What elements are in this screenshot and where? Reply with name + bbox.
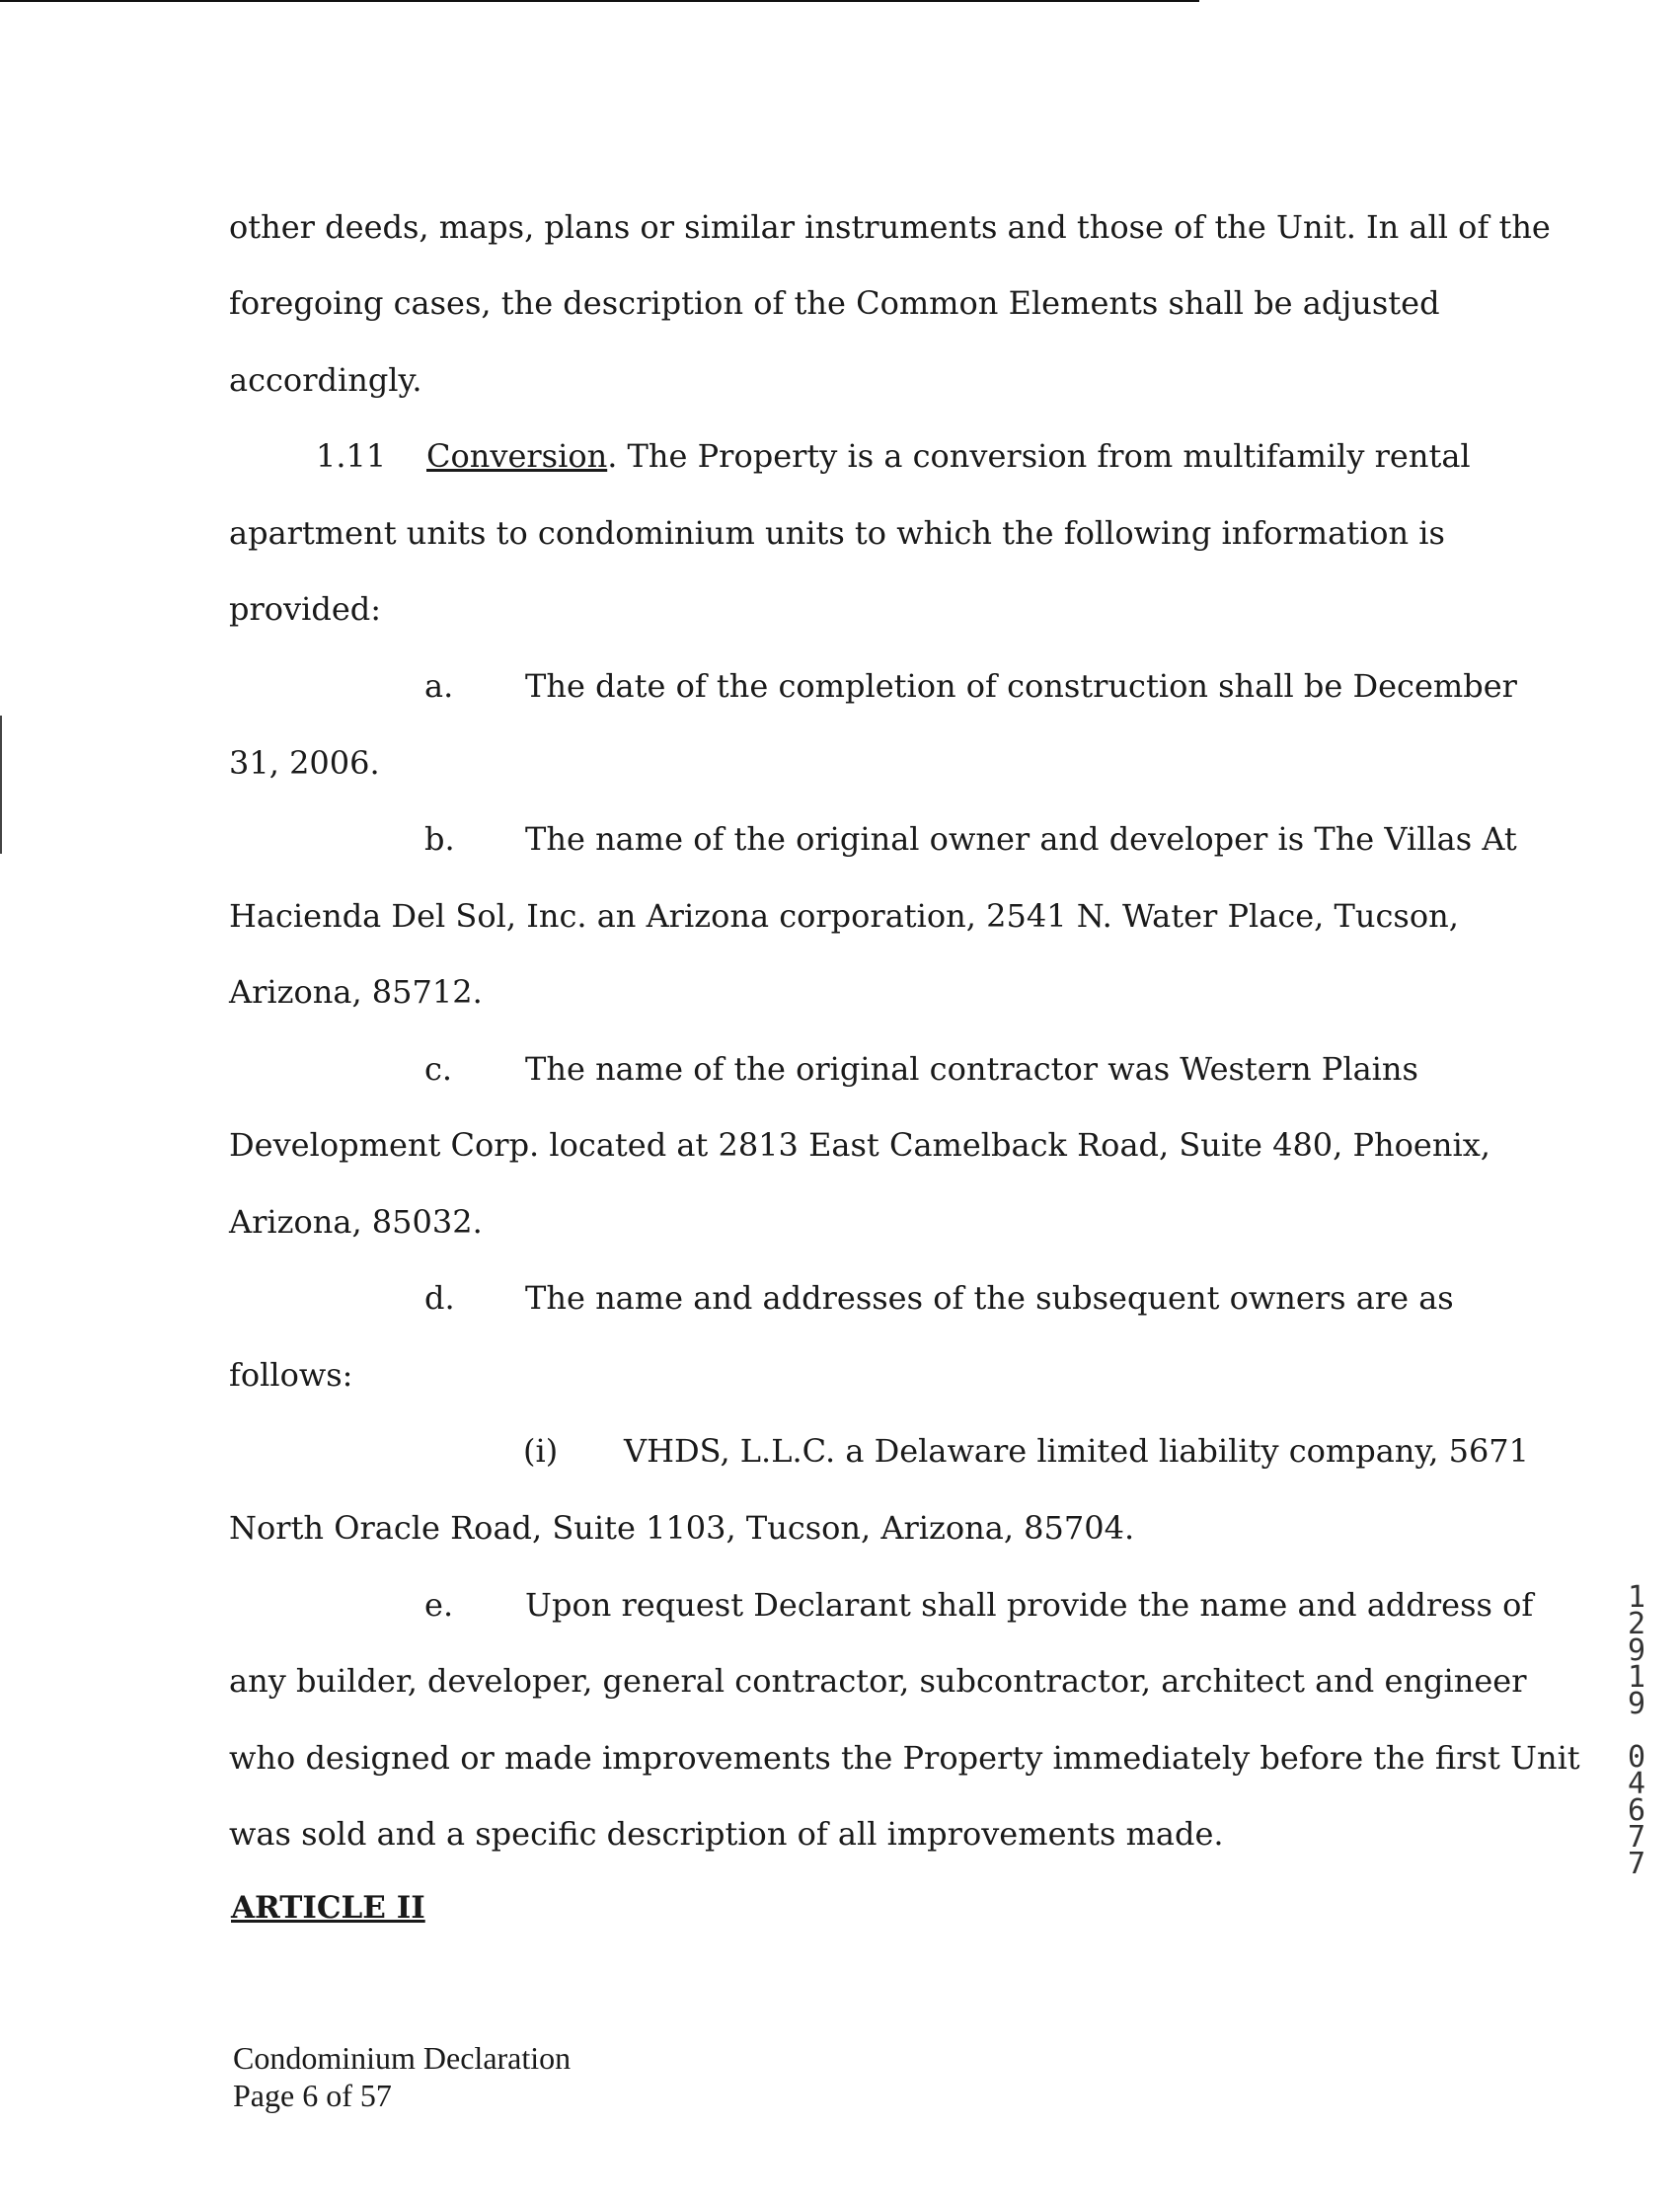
item-label: b. xyxy=(424,820,455,858)
item-text: Upon request Declarant shall provide the name and address of xyxy=(525,1586,1534,1624)
paragraph-line: North Oracle Road, Suite 1103, Tucson, Arizona, 85704. xyxy=(229,1509,1135,1547)
item-label: c. xyxy=(424,1050,453,1088)
article-heading: ARTICLE II xyxy=(231,1890,425,1926)
stamp-digit: 9 xyxy=(1627,1687,1646,1721)
stamp-digit: 6 xyxy=(1627,1793,1646,1828)
item-label: d. xyxy=(424,1279,455,1317)
stamp-digit: 0 xyxy=(1627,1740,1646,1775)
paragraph-line: any builder, developer, general contractor, subcontractor, architect and engineer xyxy=(229,1662,1527,1700)
scan-edge-mark xyxy=(0,716,2,854)
paragraph-line: follows: xyxy=(229,1356,353,1394)
item-label: a. xyxy=(424,667,454,705)
section-number: 1.11 xyxy=(316,437,387,475)
section-text-start: . The Property is a conversion from multifamily rental xyxy=(607,437,1471,475)
paragraph-line: 31, 2006. xyxy=(229,744,380,782)
stamp-digit: 7 xyxy=(1627,1847,1646,1881)
section-title: Conversion xyxy=(426,437,608,475)
paragraph-line: apartment units to condominium units to which the following information is xyxy=(229,514,1445,552)
item-text: VHDS, L.L.C. a Delaware limited liability company, 5671 xyxy=(624,1432,1530,1470)
item-text: The name of the original contractor was Western Plains xyxy=(525,1050,1418,1088)
paragraph-line: Hacienda Del Sol, Inc. an Arizona corporation, 2541 N. Water Place, Tucson, xyxy=(229,897,1459,935)
stamp-digit: 2 xyxy=(1627,1607,1646,1641)
paragraph-line: Arizona, 85032. xyxy=(229,1203,483,1241)
section-text xyxy=(426,436,1471,476)
stamp-digit: 1 xyxy=(1627,1580,1646,1615)
top-border xyxy=(0,0,1199,2)
stamp-digit: 9 xyxy=(1627,1633,1646,1668)
paragraph-line: foregoing cases, the description of the Common Elements shall be adjusted xyxy=(229,284,1440,322)
item-label: (i) xyxy=(523,1432,559,1470)
stamp-digit: 4 xyxy=(1627,1767,1646,1801)
item-text: The date of the completion of construction shall be December xyxy=(525,667,1517,705)
paragraph-line: other deeds, maps, plans or similar instruments and those of the Unit. In all of the xyxy=(229,208,1551,246)
paragraph-line: accordingly. xyxy=(229,361,422,399)
recording-stamp xyxy=(1617,1580,1656,1881)
stamp-digit: 7 xyxy=(1627,1820,1646,1855)
item-text: The name and addresses of the subsequent owners are as xyxy=(525,1279,1454,1317)
paragraph-line: provided: xyxy=(229,590,382,628)
item-label: e. xyxy=(424,1586,454,1624)
footer-page-number: Page 6 of 57 xyxy=(233,2078,392,2113)
stamp-digit: 1 xyxy=(1627,1660,1646,1695)
footer-title: Condominium Declaration xyxy=(233,2040,572,2076)
paragraph-line: Arizona, 85712. xyxy=(229,973,483,1011)
paragraph-line: who designed or made improvements the Property immediately before the first Unit xyxy=(229,1739,1580,1777)
item-text: The name of the original owner and developer is The Villas At xyxy=(525,820,1517,858)
paragraph-line: was sold and a specific description of all improvements made. xyxy=(229,1815,1224,1853)
paragraph-line: Development Corp. located at 2813 East Camelback Road, Suite 480, Phoenix, xyxy=(229,1126,1490,1164)
page-footer xyxy=(233,2039,571,2114)
